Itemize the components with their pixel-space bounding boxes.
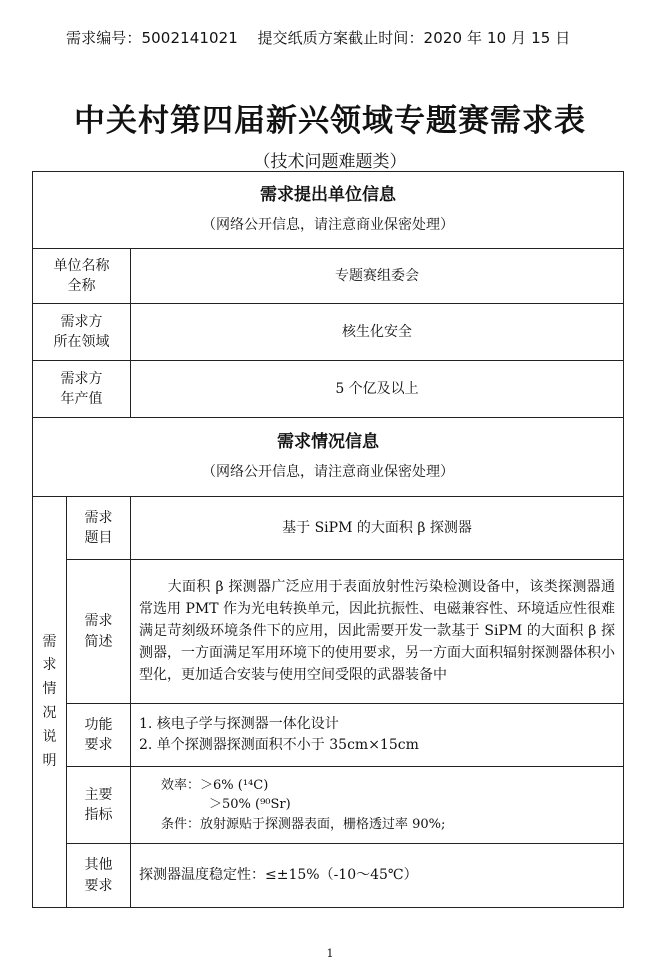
metric-efficiency-c14: 效率：＞6% (¹⁴C)	[161, 778, 269, 794]
request-header-line	[66, 27, 646, 48]
unit-name-value: 专题赛组委会	[131, 249, 624, 304]
topic-label	[67, 497, 131, 560]
unit-name-label-line2: 全称	[67, 278, 96, 294]
metric-conditions: 条件：放射源贴于探测器表面，栅格透过率 90%;	[161, 816, 446, 832]
domain-value: 核生化安全	[131, 304, 624, 361]
description-label-line1: 需求	[84, 613, 113, 630]
requirement-form-table	[32, 171, 624, 908]
section-unit-info-heading: 需求提出单位信息	[260, 184, 396, 205]
unit-name-label-line1: 单位名称	[53, 257, 110, 274]
page-number: 1	[326, 947, 334, 960]
side-label-char: 求	[42, 657, 57, 674]
output-value-label-line2: 年产值	[60, 391, 103, 407]
request-id: 5002141021	[141, 29, 238, 47]
other-value: 探测器温度稳定性：≤±15%（-10～45℃）	[131, 844, 624, 908]
output-value-row	[33, 361, 624, 418]
section-unit-info-header-row	[33, 172, 624, 249]
description-label-line2: 简述	[84, 633, 113, 650]
section-requirement-info-note: （网络公开信息，请注意商业保密处理）	[202, 464, 454, 481]
side-label-char: 说	[42, 728, 57, 745]
function-item: 1. 核电子学与探测器一体化设计	[139, 716, 339, 732]
function-value	[131, 704, 624, 767]
side-label-char: 况	[42, 705, 57, 721]
domain-label-line1: 需求方	[60, 313, 103, 330]
section-unit-info-header	[33, 172, 624, 249]
document-title: 中关村第四届新兴领域专题赛需求表	[74, 103, 586, 139]
output-value-label-line1: 需求方	[60, 370, 103, 387]
unit-name-label	[33, 249, 131, 304]
metrics-row	[33, 767, 624, 844]
section-unit-info-note: （网络公开信息，请注意商业保密处理）	[202, 217, 454, 234]
section-requirement-info-heading: 需求情况信息	[277, 431, 379, 452]
output-value-value: 5 个亿及以上	[131, 361, 624, 418]
request-id-label: 需求编号：	[66, 29, 142, 47]
metrics-label-line1: 主要	[84, 786, 113, 803]
topic-value: 基于 SiPM 的大面积 β 探测器	[131, 497, 624, 560]
metrics-label-line2: 指标	[84, 807, 113, 823]
side-label-char: 情	[42, 681, 57, 698]
description-row	[33, 560, 624, 704]
other-row	[33, 844, 624, 908]
section-requirement-info-header-row	[33, 418, 624, 497]
description-value: 大面积 β 探测器广泛应用于表面放射性污染检测设备中，该类探测器通常选用 PMT 作为光电转换单元，因此抗振性、电磁兼容性、环境适应性很难满足苛刻级环境条件下的应用，因此需要开发一款基于 SiPM 的大面积 β 探测器，一方面满足军用环境下的使用要求，另一方面大面积辐射探测器体积小型化，更加适合安装与使用空间受限的武器装备中	[131, 560, 624, 704]
requirement-details-side-label	[33, 497, 67, 908]
metric-efficiency-sr90: ＞50% (⁹⁰Sr)	[209, 797, 291, 813]
function-label	[67, 704, 131, 767]
metrics-value	[131, 767, 624, 844]
metrics-label	[67, 767, 131, 844]
topic-row	[33, 497, 624, 560]
deadline-label: 提交纸质方案截止时间：	[257, 29, 424, 47]
function-row	[33, 704, 624, 767]
topic-label-line2: 题目	[84, 530, 113, 546]
function-item: 2. 单个探测器探测面积不小于 35cm×15cm	[139, 737, 419, 753]
topic-label-line1: 需求	[84, 509, 113, 526]
other-label-line2: 要求	[84, 877, 113, 894]
output-value-label	[33, 361, 131, 418]
side-label-char: 需	[42, 633, 57, 650]
document-subtitle: （技术问题难题类）	[253, 152, 407, 172]
deadline-value: 2020 年 10 月 15 日	[423, 29, 571, 47]
unit-name-row	[33, 249, 624, 304]
domain-label-line2: 所在领域	[53, 334, 110, 350]
other-label	[67, 844, 131, 908]
domain-label	[33, 304, 131, 361]
function-label-line1: 功能	[84, 716, 113, 733]
other-label-line1: 其他	[84, 857, 113, 874]
section-requirement-info-header	[33, 418, 624, 497]
domain-row	[33, 304, 624, 361]
side-label-char: 明	[42, 752, 57, 769]
description-label	[67, 560, 131, 704]
function-label-line2: 要求	[84, 737, 113, 753]
